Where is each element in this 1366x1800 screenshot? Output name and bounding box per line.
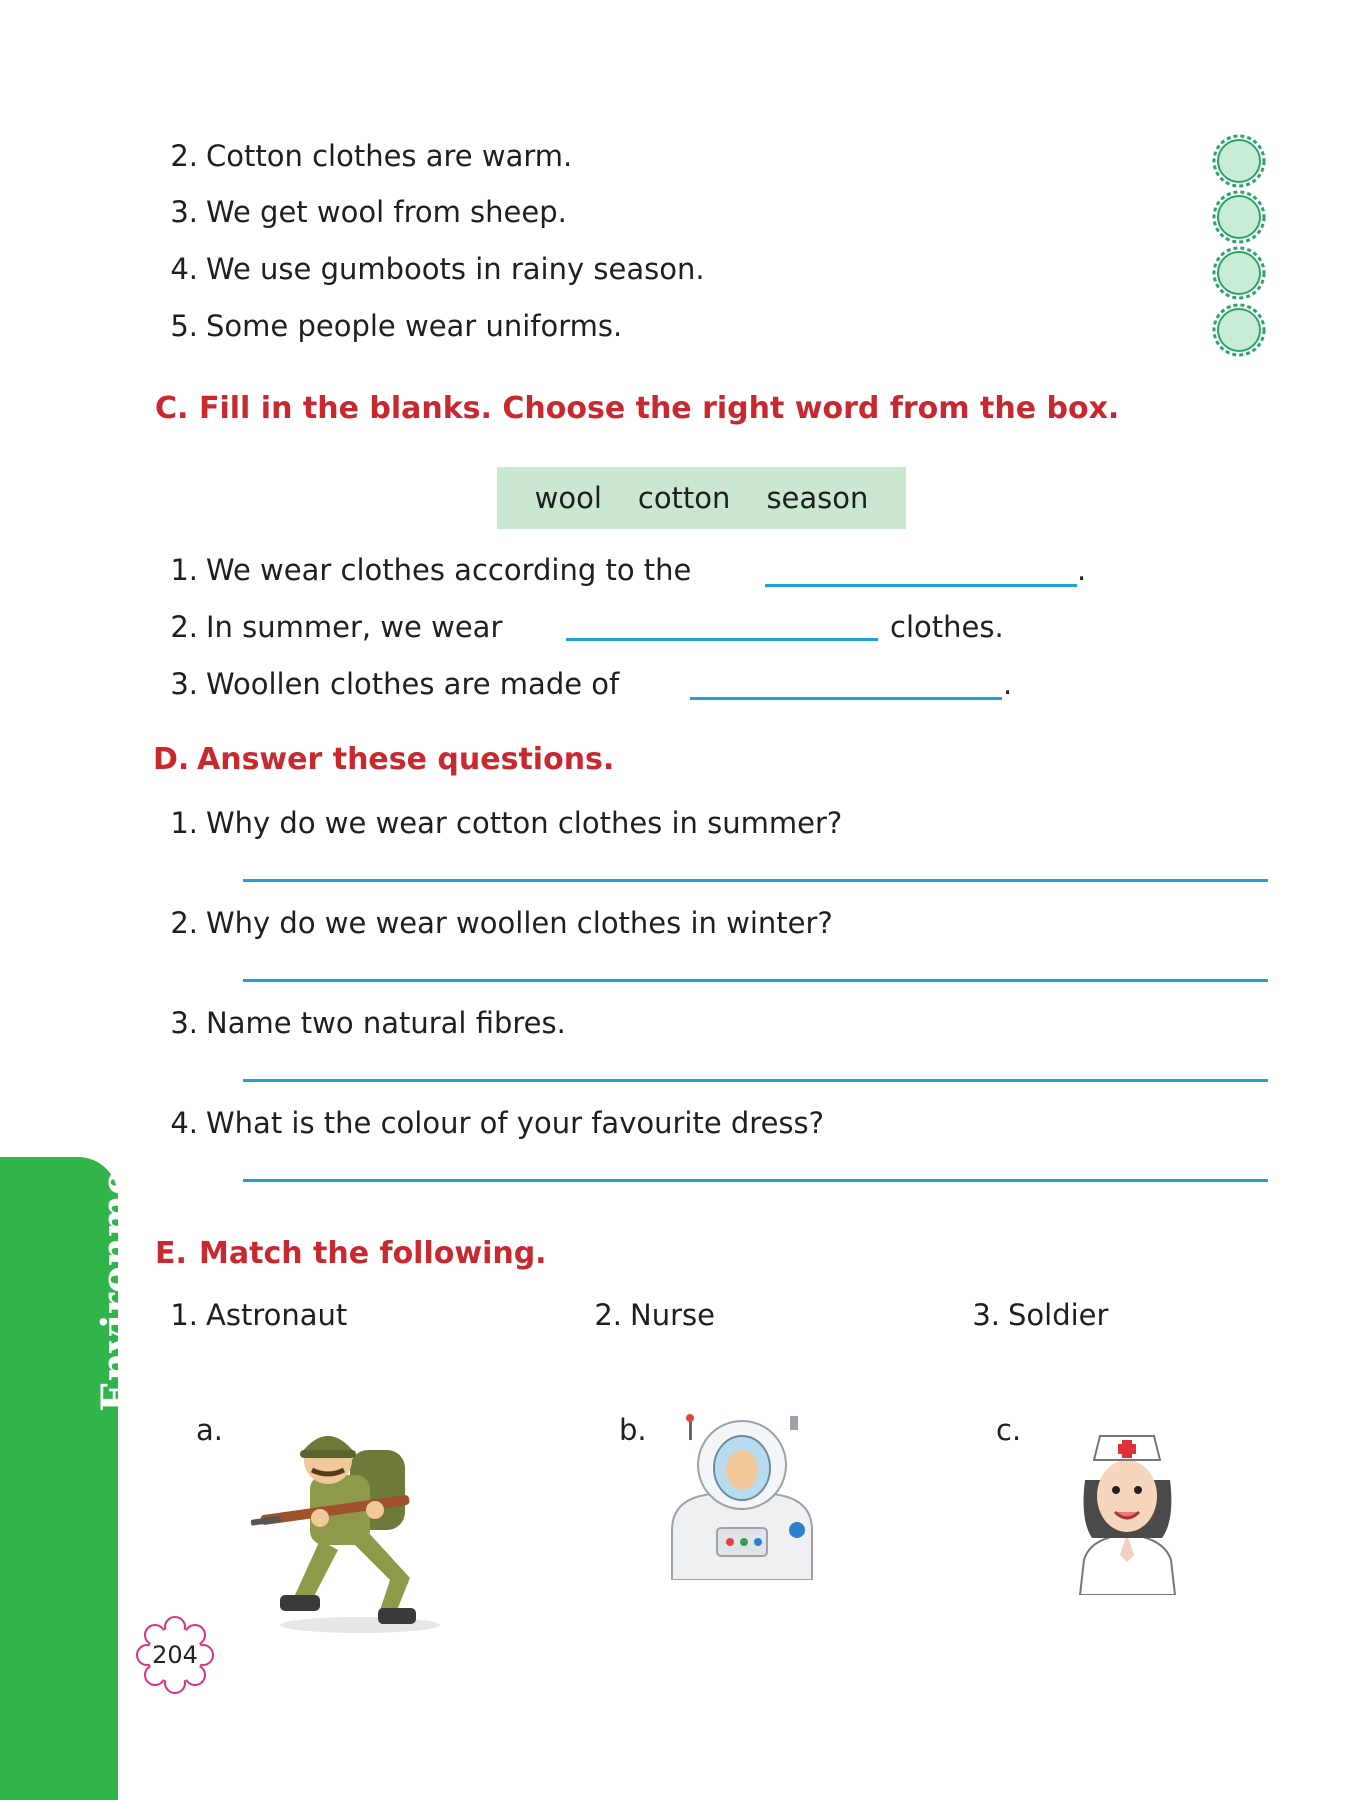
item-suffix: . <box>1077 553 1087 587</box>
section-c-heading <box>155 391 1119 426</box>
item-number: 5. <box>170 309 198 343</box>
item-number: 2. <box>594 1298 622 1332</box>
item-text: Nurse <box>630 1298 715 1332</box>
word-option: cotton <box>637 481 731 515</box>
answer-line-1[interactable] <box>243 879 1268 882</box>
picture-label-b: b. <box>619 1413 647 1447</box>
blank-line-3[interactable] <box>690 697 1002 700</box>
question-text: What is the colour of your favourite dress? <box>206 1106 825 1140</box>
answer-line-4[interactable] <box>243 1179 1268 1182</box>
question-text: Why do we wear cotton clothes in summer? <box>206 806 843 840</box>
section-e-heading <box>155 1236 547 1271</box>
answer-line-3[interactable] <box>243 1079 1268 1082</box>
picture-label-c: c. <box>996 1413 1022 1447</box>
item-number: 2. <box>170 139 198 173</box>
word-option: wool <box>534 481 602 515</box>
answer-badge-5[interactable] <box>1212 303 1266 357</box>
soldier-image[interactable] <box>250 1410 450 1635</box>
item-number: 3. <box>170 195 198 229</box>
item-number: 4. <box>170 1106 198 1140</box>
question-text: Name two natural fibres. <box>206 1006 566 1040</box>
word-box <box>497 467 906 529</box>
item-number: 1. <box>170 806 198 840</box>
astronaut-image[interactable] <box>662 1410 822 1580</box>
item-number: 3. <box>972 1298 1000 1332</box>
question-text: Why do we wear woollen clothes in winter? <box>206 906 833 940</box>
page-number-badge <box>133 1613 217 1697</box>
answer-badge-2[interactable] <box>1212 134 1266 188</box>
item-text: Astronaut <box>206 1298 348 1332</box>
item-text: In summer, we wear <box>206 610 503 644</box>
subject-title: Environmental Studies <box>93 899 140 1412</box>
section-letter: C. <box>155 391 189 426</box>
nurse-image[interactable] <box>1070 1430 1185 1595</box>
item-text: Cotton clothes are warm. <box>206 139 573 173</box>
picture-label-a: a. <box>196 1413 223 1447</box>
answer-badge-3[interactable] <box>1212 190 1266 244</box>
item-text: Woollen clothes are made of <box>206 667 620 701</box>
item-number: 1. <box>170 1298 198 1332</box>
section-letter: E. <box>155 1236 187 1271</box>
item-suffix: . <box>1003 667 1013 701</box>
page-number: 204 <box>152 1641 198 1669</box>
item-text: Soldier <box>1008 1298 1109 1332</box>
item-text: We get wool from sheep. <box>206 195 567 229</box>
word-option: season <box>766 481 869 515</box>
item-text: Some people wear uniforms. <box>206 309 623 343</box>
item-number: 2. <box>170 610 198 644</box>
item-number: 3. <box>170 1006 198 1040</box>
item-text: We wear clothes according to the <box>206 553 692 587</box>
blank-line-1[interactable] <box>765 584 1077 587</box>
item-number: 1. <box>170 553 198 587</box>
section-letter: D. <box>153 742 190 777</box>
item-suffix: clothes. <box>890 610 1004 644</box>
blank-line-2[interactable] <box>566 638 878 641</box>
section-d-heading <box>153 742 614 777</box>
item-number: 4. <box>170 252 198 286</box>
item-number: 2. <box>170 906 198 940</box>
section-title: Match the following. <box>199 1236 547 1271</box>
answer-line-2[interactable] <box>243 979 1268 982</box>
section-title: Answer these questions. <box>197 742 615 777</box>
answer-badge-4[interactable] <box>1212 246 1266 300</box>
item-text: We use gumboots in rainy season. <box>206 252 705 286</box>
item-number: 3. <box>170 667 198 701</box>
section-title: Fill in the blanks. Choose the right word from the box. <box>199 391 1120 426</box>
